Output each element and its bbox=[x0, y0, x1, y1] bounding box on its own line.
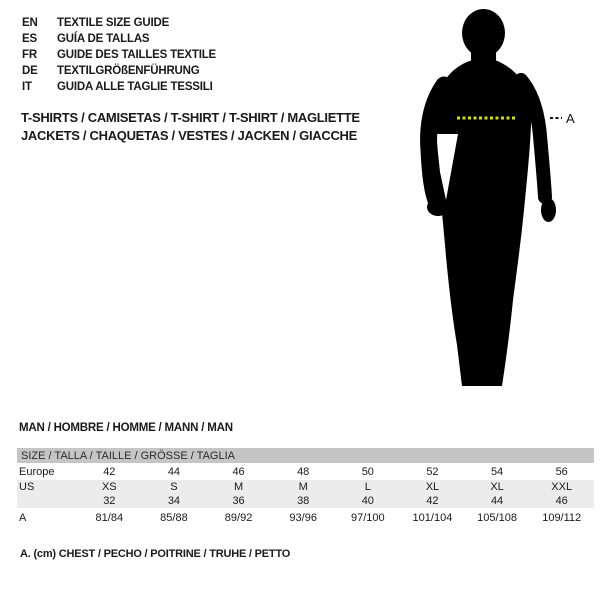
language-row-de bbox=[22, 63, 216, 79]
table-cell: 40 bbox=[361, 495, 374, 507]
table-cell: 36 bbox=[232, 495, 245, 507]
silhouette-left-hand bbox=[427, 198, 449, 216]
table-cell: 38 bbox=[297, 495, 310, 507]
table-cell: XS bbox=[101, 481, 117, 493]
table-cell: 52 bbox=[426, 465, 439, 478]
silhouette-right-hand bbox=[541, 198, 556, 222]
size-table bbox=[17, 448, 594, 527]
table-cell: S bbox=[170, 481, 178, 493]
table-cell: 109/112 bbox=[542, 511, 582, 524]
measurement-footnote: A. (cm) CHEST / PECHO / POITRINE / TRUHE / PETTO bbox=[20, 548, 291, 560]
section-title-man: MAN / HOMBRE / HOMME / MANN / MAN bbox=[19, 422, 233, 434]
row-label: US bbox=[19, 481, 35, 493]
language-label: GUIDE DES TAILLES TEXTILE bbox=[57, 49, 216, 61]
language-label: TEXTILE SIZE GUIDE bbox=[57, 17, 170, 29]
language-code: EN bbox=[22, 17, 38, 29]
table-cell: 42 bbox=[103, 465, 116, 478]
table-row-us bbox=[17, 480, 594, 494]
language-label: GUÍA DE TALLAS bbox=[57, 33, 150, 45]
category-line-jackets: JACKETS / CHAQUETAS / VESTES / JACKEN / GIACCHE bbox=[21, 128, 357, 143]
table-cell: 48 bbox=[297, 465, 310, 478]
language-list bbox=[22, 15, 216, 95]
language-label: GUIDA ALLE TAGLIE TESSILI bbox=[57, 81, 213, 93]
table-cell: 42 bbox=[426, 495, 439, 507]
table-cell: 46 bbox=[232, 465, 245, 478]
table-cell: XL bbox=[490, 481, 504, 493]
table-cell: M bbox=[298, 481, 308, 493]
table-cell: 46 bbox=[555, 495, 568, 507]
language-row-es bbox=[22, 31, 216, 47]
table-row-europe bbox=[17, 463, 594, 480]
garment-categories bbox=[21, 109, 360, 145]
table-cell: 89/92 bbox=[224, 511, 253, 524]
language-row-it bbox=[22, 79, 216, 95]
table-cell: XL bbox=[425, 481, 440, 493]
table-cell: 93/96 bbox=[289, 511, 317, 524]
language-row-en bbox=[22, 15, 216, 31]
measure-label-a: A bbox=[566, 111, 575, 126]
table-cell: 81/84 bbox=[95, 511, 124, 524]
table-cell: 54 bbox=[490, 465, 504, 478]
silhouette-body bbox=[435, 58, 531, 386]
language-label: TEXTILGRÖßENFÜHRUNG bbox=[57, 65, 200, 77]
language-code: IT bbox=[22, 81, 32, 93]
table-cell: 105/108 bbox=[477, 511, 517, 524]
row-label: A bbox=[19, 511, 27, 524]
language-row-fr bbox=[22, 47, 216, 63]
size-table-header: SIZE / TALLA / TAILLE / GRÖSSE / TAGLIA bbox=[17, 448, 594, 463]
table-cell: L bbox=[364, 481, 371, 493]
language-code: FR bbox=[22, 49, 37, 61]
table-row-chest-a bbox=[17, 508, 594, 527]
row-label: Europe bbox=[19, 465, 55, 478]
table-cell: 56 bbox=[555, 465, 568, 478]
language-code: DE bbox=[22, 65, 38, 77]
table-cell: 34 bbox=[167, 495, 181, 507]
man-silhouette-figure bbox=[400, 0, 600, 400]
table-cell: M bbox=[233, 481, 244, 493]
category-line-tshirts: T-SHIRTS / CAMISETAS / T-SHIRT / T-SHIRT / MAGLIETTE bbox=[21, 110, 360, 125]
man-silhouette bbox=[427, 9, 556, 386]
table-cell: 50 bbox=[361, 465, 374, 478]
language-code: ES bbox=[22, 33, 37, 45]
table-cell: 44 bbox=[490, 495, 504, 507]
table-cell: 97/100 bbox=[350, 511, 385, 524]
table-cell: 44 bbox=[167, 465, 181, 478]
table-row-us-numeric bbox=[17, 494, 594, 508]
table-cell: XXL bbox=[551, 481, 573, 493]
table-cell: 85/88 bbox=[160, 511, 188, 524]
table-cell: 101/104 bbox=[412, 511, 453, 524]
table-cell: 32 bbox=[103, 495, 116, 507]
